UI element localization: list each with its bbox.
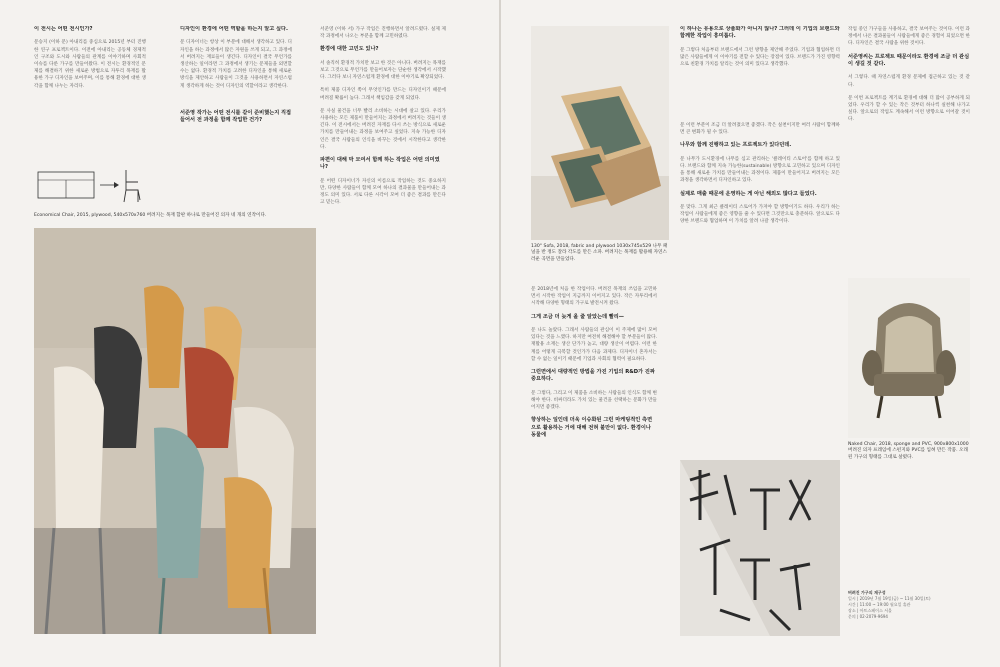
paragraph: 서 솔직히 환경적 가치만 보고 한 것은 아니다. 버려지는 목재를 보고 그것으로 무언가를 만들어보자는 단순한 생각에서 시작했다. 그러다 보니 자연스럽게 환경에 대한 이야기로 확장되었다. <box>320 60 446 81</box>
question-heading: 실제로 매출 때문에 운영하는 게 아닌 해외도 많다고 들었다. <box>680 190 817 197</box>
paragraph: 문 어떤 디자이너가 자신의 이름으로 작업하는 것도 중요하지만, 다양한 사람들이 함께 모여 하나의 결과물을 만들어내는 과정도 의미 있다. 서로 다른 시각이 모여 더 좋은 결과를 만든다고 믿는다. <box>320 178 446 206</box>
paragraph: 문 이런 부분이 조금 더 알려졌으면 좋겠다. 작은 실천이지만 여러 사람이 함께하면 큰 변화가 될 수 있다. <box>680 123 840 136</box>
chair-sketch-diagram <box>34 160 146 208</box>
sofa-caption: 130° Sofa, 2018, fabric and plywood 1030x745x529 나무 패널을 반 정도 잘라 각도를 만든 소파. 버려지는 목재를 활용해 자연스러운 곡면을 만들었다. <box>531 244 668 262</box>
question-heading: 서준영씨는 프로젝트 때문이라도 환경에 조금 더 관심이 생길 것 같다. <box>848 53 970 68</box>
question-heading: 이 하나는 유용으로 상품화가 아니지 않나? 그러데 이 기업의 브랜드와 함께한 작업이 흥미롭다. <box>680 26 840 40</box>
page-gutter <box>499 0 501 667</box>
paragraph: 문 그렇다 처음부터 브랜드에서 그런 방향을 제안해 주었다. 기업과 협업하면 더 많은 사람들에게 이 이야기를 전할 수 있다는 장점이 있다. 브랜드가 가진 영향력으로 친환경 가치를 알리는 것이 의미 있다고 생각했다. <box>680 47 840 68</box>
sofa-photo <box>531 26 669 240</box>
typography-photo <box>680 460 840 636</box>
info-line: 장소 | 아트스페이스 서울 <box>848 608 892 613</box>
question-heading: 환경에 대한 고민도 있나? <box>320 46 379 53</box>
question-heading: 그게 조금 더 늦게 올 줄 알았는데 빨리— <box>531 313 624 320</box>
question-heading: 향상하는 일인데 더욱 이슈화된 그런 마케팅적인 측면으로 활용하는 거에 대해 전혀 불만이 없다. 환경이나 동물에 <box>531 417 653 439</box>
question-heading: 나무와 함께 진행하고 있는 프로젝트가 있다던데. <box>680 142 792 149</box>
question-heading: 디자인이 환경에 어떤 역할을 하는지 알고 싶다. <box>180 26 289 32</box>
paragraph: 문 사실 물건을 너무 빨리 소비하는 시대에 살고 있다. 우리가 사용하는 모든 제품이 만들어지는 과정에서 버려지는 것들이 생긴다. 이 전시에서는 버려진 자재를 다시 쓰는 방식으로 새로운 가치를 만들어내는 과정을 보여주고 싶었다. 지속 가능한 디자인은 결국 사람들의 인식을 바꾸는 것에서 시작한다고 생각한다. <box>320 108 446 150</box>
paragraph: 문 나도 놀랐다. 그래서 사람들의 관심이 이 주제에 많이 모여 있다는 것을 느꼈다. 하지만 여전히 해결해야 할 부분들이 많다. 재활용 소재는 생산 단가가 높고, 대량 생산이 어렵다. 이런 한계를 어떻게 극복할 것인가가 다음 과제다. 디자이너 혼자서는 할 수 없는 일이기 때문에 기업과 사회의 협력이 필요하다. <box>531 328 657 362</box>
question-heading: 이 전시는 어떤 전시인가? <box>34 26 93 32</box>
paragraph: 문승지 (이하 문) 아내리를 중심으로 2015년 부터 진행한 연구 프로젝트이다. 이전에 아내리는 공동체 경제적인 구조와 도시와 사람들의 관계를 이야기하며 사회적 이슈를 다룬 가구를 만들어왔다. 이 전시는 환경적인 문제를 해결하기 위한 새로운 방법으로 자투리 목재를 활용한 가구 디자인을 보여주며, 이를 통해 환경에 대한 생각을 함께 나누는 자리다. <box>34 40 146 89</box>
right-column-1 <box>680 26 840 116</box>
right-column-2 <box>531 286 657 636</box>
right-column-4 <box>848 26 970 266</box>
paragraph: 문 이번 프로젝트를 계기로 환경에 대해 더 많이 공부하게 되었다. 우리가 할 수 있는 작은 것부터 하나씩 실천해 나가고 싶다. 앞으로의 작업도 계속해서 이런 방향으로 이어갈 것이다. <box>848 95 970 123</box>
info-line: 시간 | 11:00 ~ 19:00 월요일 휴관 <box>848 602 911 607</box>
paragraph: 문 디자이너는 항상 이 부분에 대해서 생각하고 있다. 디자인을 하는 과정에서 많은 자원을 쓰게 되고, 그 과정에서 버려지는 재료들이 생긴다. 디자인이 결국 무언가를 생산하는 일이라면 그 과정에서 생기는 문제들을 외면할 수는 없다. 환경적 가치를 고려한 디자인을 통해 새로운 방식을 제안하고 사람들이 그것을 사용하면서 자연스럽게 생각하게 하는 것이 디자인의 역할이라고 생각한다. <box>180 40 292 89</box>
question-heading: 그런면에서 대량적인 방법을 가진 기업의 R&D가 진짜 중요하다. <box>531 369 655 383</box>
paragraph: 문 2018년에 처음 한 작업이다. 버려진 목재의 쓰임을 고민하면서 시작한 작업이 지금까지 이어지고 있다. 작은 자투리에서 시작해 다양한 형태의 가구로 발전시켜 왔다. <box>531 287 657 307</box>
armchair-caption: Naked Chair, 2018, sponge and PVC, 900x800x1000 버려진 의자 프레임에 스펀지와 PVC를 입혀 만든 작품. 오래된 가구의 형태를 그대로 살렸다. <box>848 442 969 460</box>
question-heading: 서준영 작가는 어떤 전시를 같이 준비했는지 직접 들어서 전 과정을 함께 작업한 건가? <box>180 109 292 124</box>
exhibition-title: 버려진 가구의 재구성 <box>848 590 886 595</box>
exhibition-info <box>848 590 972 620</box>
paragraph: 서 그렇다. 때 자연스럽게 환경 문제에 접근하고 있는 것 같다. <box>848 75 970 88</box>
left-column-2 <box>180 26 292 226</box>
left-column-1 <box>34 26 146 156</box>
left-column-3 <box>320 26 446 636</box>
right-column-3 <box>680 122 840 422</box>
paragraph: 문 나무가 도시환경에 나무를 심고 관리하는 '클레이티 스토어'를 함께 하고 있다. 브랜드와 함께 지속 가능한(sustainable) 방향으로 고민하고 있으며 디자인을 통해 새로운 가치를 만들어내는 과정이다. 제품이 만들어지고 버려지는 모든 과정을 생각하면서 디자인하고 있다. <box>680 156 840 184</box>
paragraph: 작업 중인 가구들을 사용하고, 결국 보여주는 것이다. 이런 과정에서 나온 결과물들이 사람들에게 좋은 경험이 되었으면 한다. 디자인은 결국 사람을 위한 것이다. <box>848 27 970 47</box>
paragraph: 서준영 (이하 서) 가구 작업은 진행하면서 알려드렸다. 실제 제작 과정에서 나오는 부분을 함께 고민하였다. <box>320 27 446 40</box>
chairs-photo <box>34 228 316 634</box>
info-line: 문의 | 02-2079-9694 <box>848 614 888 619</box>
paragraph: 문 그렇다, 그리고 이 제품을 소비하는 사람들의 인식도 함께 변해야 한다. 비싸더라도 가치 있는 물건을 선택하는 문화가 만들어지면 좋겠다. <box>531 390 657 411</box>
paragraph: 특히 제품 디자인 쪽이 무엇인가를 만드는 디자인이기 때문에 버려질 확률이 높다. 그래서 책임감을 갖게 되었다. <box>320 88 446 101</box>
info-line: 일시 | 2019년 7월 19일(금) ~ 11월 30일(토) <box>848 596 931 601</box>
armchair-photo <box>848 278 970 438</box>
sketch-caption: Economical Chair, 2015, plywood, 540x570x760 버려지는 목재 합판 하나로 만들어진 의자 네 개의 연작이다. <box>34 213 267 218</box>
paragraph: 문 맞다. 그게 최근 클레이티 스토어가 가져야 할 방향이기도 하다. 우리가 하는 작업이 사람들에게 좋은 영향을 줄 수 있다면 그것만으로 충분하다. 앞으로도 다양한 브랜드와 협업하며 이 가치를 알려 나갈 생각이다. <box>680 205 840 225</box>
question-heading: 파편이 대해 막 모여서 함께 하는 작업은 어떤 의미였나? <box>320 157 440 171</box>
